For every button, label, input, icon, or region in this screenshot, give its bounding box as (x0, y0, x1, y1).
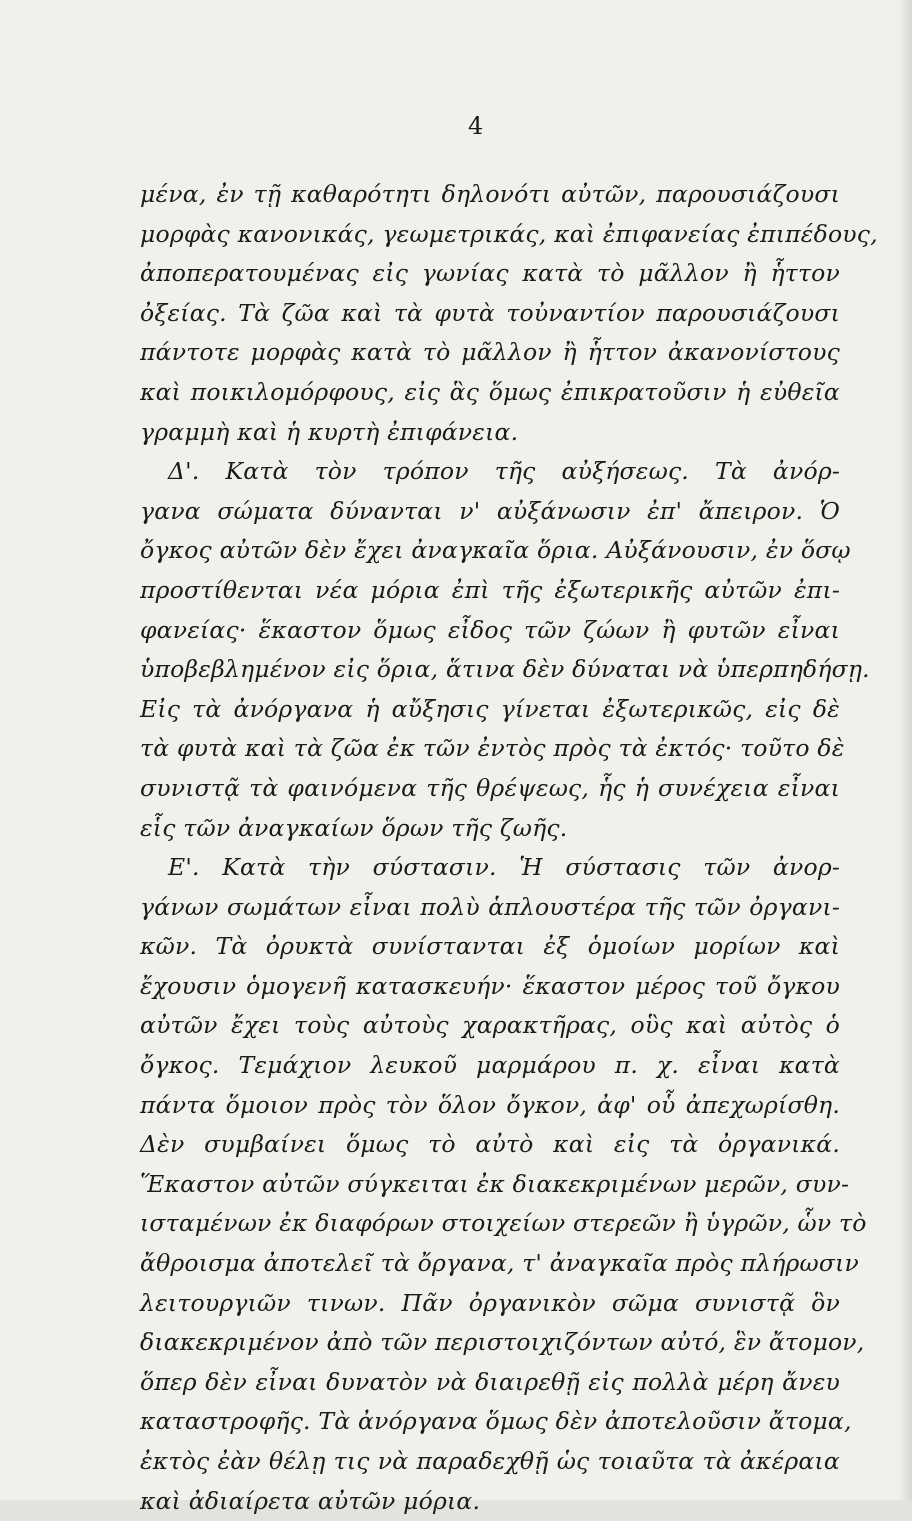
text-line: μορφὰς κανονικάς, γεωμετρικάς, καὶ ἐπιφανείας ἐπιπέδους, (140, 219, 878, 248)
text-line: ὄγκος. Τεμάχιον λευκοῦ μαρμάρου π. χ. εἶναι κατὰ (140, 1051, 840, 1080)
text-line: συνιστᾷ τὰ φαινόμενα τῆς θρέψεως, ἧς ἡ συνέχεια εἶναι (140, 773, 840, 802)
text-line: γανα σώματα δύνανται ν' αὐξάνωσιν ἐπ' ἄπειρον. Ὁ (140, 496, 840, 525)
text-line: αὐτῶν ἔχει τοὺς αὐτοὺς χαρακτῆρας, οὓς καὶ αὐτὸς ὁ (140, 1011, 840, 1040)
text-line: γραμμὴ καὶ ἡ κυρτὴ ἐπιφάνεια. (140, 417, 519, 446)
text-line: τὰ φυτὰ καὶ τὰ ζῶα ἐκ τῶν ἐντὸς πρὸς τὰ ἐκτός· τοῦτο δὲ (140, 734, 845, 763)
body-text (140, 175, 878, 1521)
text-line: λειτουργιῶν τινων. Πᾶν ὀργανικὸν σῶμα συνιστᾷ ὃν (140, 1288, 840, 1317)
section-d-heading-line: Δ'. Κατὰ τὸν τρόπον τῆς αὐξήσεως. Τὰ ἀνόρ- (168, 457, 840, 486)
text-line: ὅπερ δὲν εἶναι δυνατὸν νὰ διαιρεθῇ εἰς πολλὰ μέρη ἄνευ (140, 1367, 840, 1396)
text-line: καὶ ἀδιαίρετα αὐτῶν μόρια. (140, 1486, 481, 1515)
text-line: φανείας· ἕκαστον ὅμως εἶδος τῶν ζώων ἢ φυτῶν εἶναι (140, 615, 840, 644)
text-line: προστίθενται νέα μόρια ἐπὶ τῆς ἐξωτερικῆς αὐτῶν ἐπι- (140, 575, 840, 604)
text-line: μένα, ἐν τῇ καθαρότητι δηλονότι αὐτῶν, παρουσιάζουσι (140, 180, 840, 208)
text-line: ἀποπερατουμένας εἰς γωνίας κατὰ τὸ μᾶλλον ἢ ἧττον (140, 259, 840, 288)
text-line: διακεκριμένον ἀπὸ τῶν περιστοιχιζόντων αὐτό, ἓν ἄτομον, (140, 1328, 865, 1357)
text-line: Εἰς τὰ ἀνόργανα ἡ αὔξησις γίνεται ἐξωτερικῶς, εἰς δὲ (140, 694, 840, 723)
text-line: καταστροφῆς. Τὰ ἀνόργανα ὅμως δὲν ἀποτελοῦσιν ἄτομα, (140, 1407, 852, 1436)
text-line: ισταμένων ἐκ διαφόρων στοιχείων στερεῶν ἢ ὑγρῶν, ὧν τὸ (140, 1209, 867, 1238)
text-line: Δὲν συμβαίνει ὅμως τὸ αὐτὸ καὶ εἰς τὰ ὀργανικά. (140, 1130, 840, 1159)
text-line: ὄγκος αὐτῶν δὲν ἔχει ἀναγκαῖα ὅρια. Αὐξάνουσιν, ἐν ὅσῳ (140, 536, 851, 565)
section-e-heading-line: Ε'. Κατὰ τὴν σύστασιν. Ἡ σύστασις τῶν ἀνορ- (168, 853, 840, 882)
text-line: ἄθροισμα ἀποτελεῖ τὰ ὄργανα, τ' ἀναγκαῖα πρὸς πλήρωσιν (140, 1249, 860, 1278)
text-line: ἔχουσιν ὁμογενῆ κατασκευήν· ἕκαστον μέρος τοῦ ὄγκου (140, 971, 840, 1000)
text-line: ὀξείας. Τὰ ζῶα καὶ τὰ φυτὰ τοὐναντίον παρουσιάζουσι (140, 298, 840, 327)
text-line: ἐκτὸς ἐὰν θέλῃ τις νὰ παραδεχθῇ ὡς τοιαῦτα τὰ ἀκέραια (140, 1447, 840, 1475)
text-line: πάντα ὅμοιον πρὸς τὸν ὅλον ὄγκον, ἀφ' οὗ ἀπεχωρίσθη. (140, 1090, 840, 1119)
text-line: εἷς τῶν ἀναγκαίων ὅρων τῆς ζωῆς. (140, 813, 568, 842)
page-number: 4 (468, 112, 484, 140)
text-line: Ἕκαστον αὐτῶν σύγκειται ἐκ διακεκριμένων μερῶν, συν- (140, 1169, 850, 1198)
text-line: ὑποβεβλημένον εἰς ὅρια, ἅτινα δὲν δύναται νὰ ὑπερπηδήσῃ. (140, 655, 870, 684)
text-line: γάνων σωμάτων εἶναι πολὺ ἁπλουστέρα τῆς τῶν ὀργανι- (140, 892, 840, 921)
text-line: καὶ ποικιλομόρφους, εἰς ἃς ὅμως ἐπικρατοῦσιν ἡ εὐθεῖα (140, 377, 840, 406)
text-line: πάντοτε μορφὰς κατὰ τὸ μᾶλλον ἢ ἧττον ἀκανονίστους (140, 338, 840, 367)
text-line: κῶν. Τὰ ὀρυκτὰ συνίστανται ἐξ ὁμοίων μορίων καὶ (140, 932, 840, 961)
